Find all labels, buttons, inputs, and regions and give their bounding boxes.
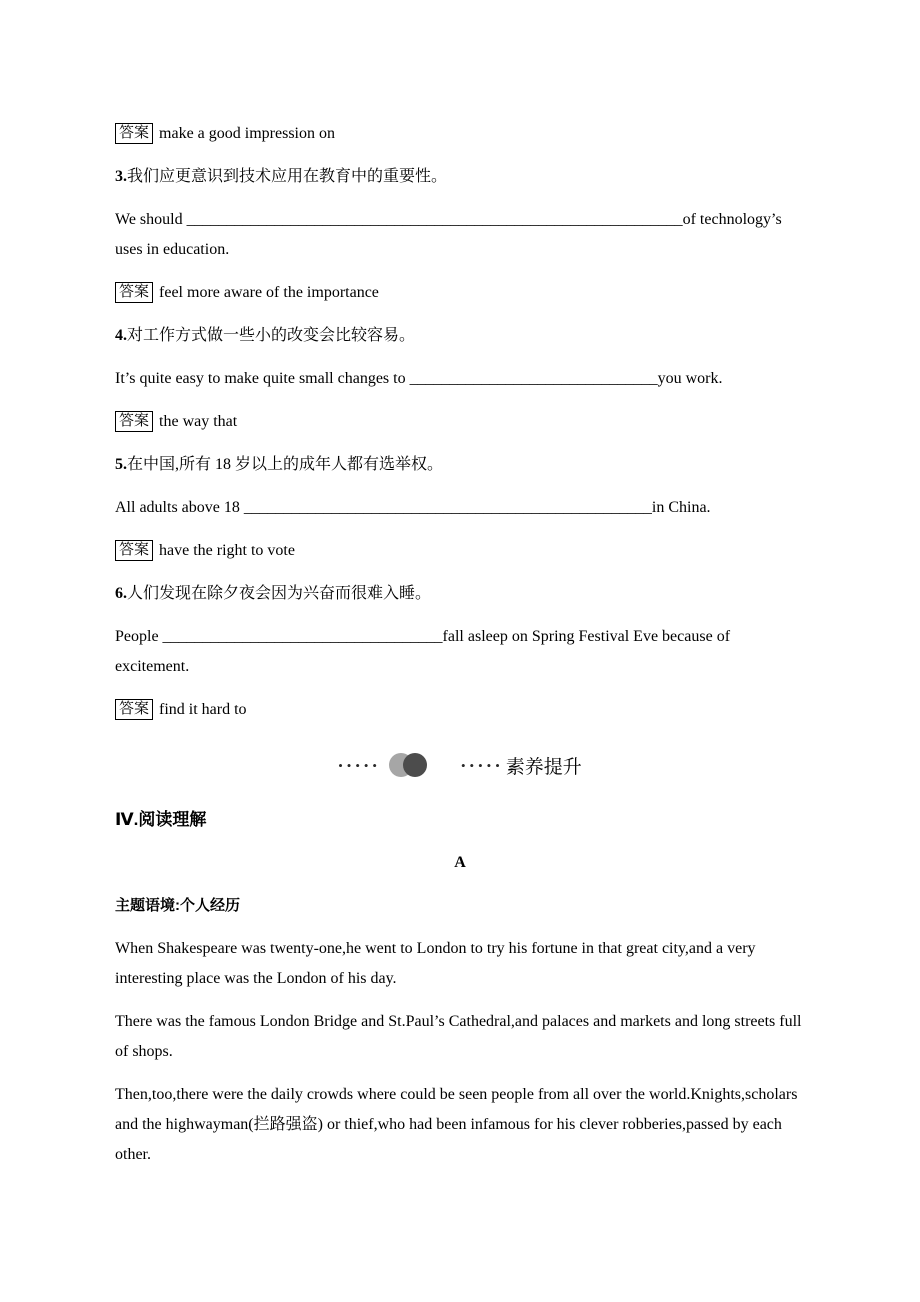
answer-label-box: 答案 [115, 123, 153, 144]
section-heading: Ⅳ.阅读理解 [115, 810, 207, 829]
answer-text: have the right to vote [159, 542, 295, 559]
exercise-item-6-sentence [115, 622, 805, 682]
sentence-after-blank: in China. [651, 499, 711, 516]
fill-blank: _______________________________ [409, 370, 658, 387]
divider-label: 素养提升 [505, 756, 582, 778]
answer-line [115, 536, 805, 566]
sentence-before-blank: People [115, 628, 163, 645]
item-number: 5. [115, 456, 127, 473]
item-number: 3. [115, 168, 127, 185]
passage-paragraph: There was the famous London Bridge and St.Paul’s Cathedral,and palaces and markets and long streets full of shops. [115, 1013, 802, 1060]
sentence-before-blank: All adults above 18 [115, 499, 244, 516]
answer-text: feel more aware of the importance [159, 284, 379, 301]
answer-label-box: 答案 [115, 540, 153, 561]
answer-text: make a good impression on [159, 125, 335, 142]
chinese-prompt: 对工作方式做一些小的改变会比较容易。 [127, 327, 416, 344]
exercise-item-5-prompt [115, 450, 805, 480]
passage-label: A [454, 854, 466, 871]
item-number: 6. [115, 585, 127, 602]
sentence-before-blank: We should [115, 211, 187, 228]
sentence-after-blank: fall asleep on Spring Festival Eve because of excitement. [115, 628, 731, 675]
item-number: 4. [115, 327, 127, 344]
answer-line [115, 278, 805, 308]
answer-line [115, 695, 805, 725]
answer-label-box: 答案 [115, 699, 153, 720]
passage-paragraph: Then,too,there were the daily crowds where could be seen people from all over the world.Knights,scholars and the highwayman(拦路强盗) or thief,who had been infamous for his clever robberies,passed by each other. [115, 1086, 798, 1163]
exercise-item-6-prompt [115, 579, 805, 609]
chinese-prompt: 我们应更意识到技术应用在教育中的重要性。 [127, 168, 448, 185]
answer-text: find it hard to [159, 701, 247, 718]
divider-dots-right: ••••• [460, 757, 504, 773]
sentence-after-blank: you work. [657, 370, 723, 387]
exercise-item-3-prompt [115, 162, 805, 192]
section-divider [115, 751, 805, 779]
exercise-item-4-prompt [115, 321, 805, 351]
answer-label-box: 答案 [115, 411, 153, 432]
fill-blank: ___________________________________ [162, 628, 443, 645]
chinese-prompt: 人们发现在除夕夜会因为兴奋而很难入睡。 [127, 585, 432, 602]
answer-line [115, 119, 805, 149]
divider-circle-icon [403, 753, 427, 777]
passage-paragraph: When Shakespeare was twenty-one,he went to London to try his fortune in that great city,and a very interesting place was the London of his day. [115, 940, 756, 987]
chinese-prompt: 在中国,所有 18 岁以上的成年人都有选举权。 [127, 456, 444, 473]
divider-dots-left: ••••• [338, 757, 381, 773]
exercise-item-5-sentence [115, 493, 805, 523]
sentence-before-blank: It’s quite easy to make quite small changes to [115, 370, 410, 387]
exercise-item-4-sentence [115, 364, 805, 394]
sentence-after-blank: of technology’s uses in education. [115, 211, 782, 258]
answer-line [115, 407, 805, 437]
answer-text: the way that [159, 413, 238, 430]
fill-blank: ___________________________________________________ [243, 499, 652, 516]
exercise-item-3-sentence [115, 205, 805, 265]
fill-blank: ______________________________________________________________ [186, 211, 683, 228]
answer-label-box: 答案 [115, 282, 153, 303]
theme-label: 主题语境:个人经历 [115, 897, 240, 914]
